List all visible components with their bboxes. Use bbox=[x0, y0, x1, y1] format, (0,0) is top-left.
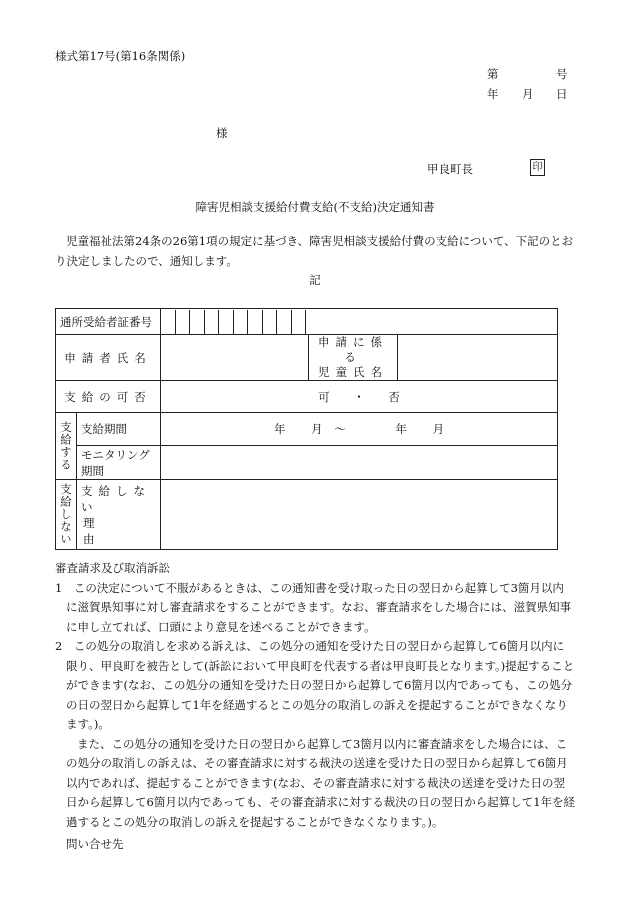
contact-label: 問い合せ先 bbox=[66, 837, 124, 851]
applicant-name-label: 申請者氏名 bbox=[56, 335, 161, 381]
monitoring-value[interactable] bbox=[161, 446, 558, 480]
appeal-heading: 審査請求及び取消訴訟 bbox=[55, 561, 170, 575]
period-label: 支給期間 bbox=[77, 413, 161, 446]
appeal-item-1: 1 この決定について不服があるときは、この通知書を受け取った日の翌日から起算して3箇月以内に滋賀県知事に対し審査請求をすることができます。なお、審査請求をした場合には、滋賀県知事に申し立てれば、口頭により意見を述べることができます。 bbox=[55, 580, 572, 634]
reason-label-line2 bbox=[81, 515, 156, 547]
seal-mark bbox=[530, 159, 545, 176]
reason-label-text: 理由 bbox=[83, 515, 137, 546]
reason-label bbox=[77, 480, 161, 550]
monitoring-label bbox=[77, 446, 161, 480]
approval-value[interactable] bbox=[161, 381, 558, 413]
applicant-name-value[interactable] bbox=[161, 335, 309, 381]
row-approval bbox=[56, 381, 558, 413]
period-year-1: 年 bbox=[273, 422, 286, 436]
seal-icon: 印 bbox=[530, 159, 545, 176]
approval-no: 否 bbox=[388, 389, 400, 404]
addressee-suffix: 様 bbox=[216, 126, 228, 140]
row-supply-period bbox=[56, 413, 558, 446]
approval-yes: 可 bbox=[318, 389, 330, 404]
appeal-item-2-sub: また、この処分の通知を受けた日の翌日から起算して3箇月以内に審査請求をした場合には、この処分の取消しの訴えは、その審査請求に対する裁決の送達を受けた日の翌日から起算して6箇月以内であれば、提起することができます(なお、その審査請求に対する裁決の送達を受けた日の翌日から起算して6箇月以内であっても、その審査請求に対する裁決の日の翌日から起算して1年を経過するとこの処分の取消しの訴えを提起することができなくなります。)。 bbox=[66, 736, 576, 829]
child-name-value[interactable] bbox=[398, 335, 558, 381]
date-day: 日 bbox=[556, 87, 568, 101]
number-label-left: 第 bbox=[487, 67, 499, 81]
child-label-line1: 申請に係る bbox=[318, 335, 388, 364]
document-title: 障害児相談支援給付費支給(不支給)決定通知書 bbox=[195, 200, 435, 214]
child-name-label bbox=[309, 335, 398, 381]
intro-text: 児童福祉法第24条の26第1項の規定に基づき、障害児相談支援給付費の支給について、下記のとおり決定しましたので、通知します。 bbox=[55, 234, 574, 268]
monitoring-label-line1: モニタリング bbox=[81, 447, 150, 462]
approval-label: 支給の可否 bbox=[56, 381, 161, 413]
date-month: 月 bbox=[522, 87, 534, 101]
approval-dot: ・ bbox=[353, 389, 365, 404]
certificate-number-label: 通所受給者証番号 bbox=[56, 309, 161, 335]
appeal-section bbox=[55, 559, 575, 832]
nosupply-vertical-label: 支給しない bbox=[56, 480, 77, 550]
period-tilde: ～ bbox=[334, 422, 346, 436]
period-value[interactable] bbox=[161, 413, 558, 446]
decision-table bbox=[55, 308, 558, 550]
row-applicant bbox=[56, 335, 558, 381]
period-month-2: 月 bbox=[432, 422, 445, 436]
intro-paragraph bbox=[55, 232, 575, 271]
period-month-1: 月 bbox=[311, 422, 323, 436]
number-label-right: 号 bbox=[556, 67, 568, 81]
ki-mark: 記 bbox=[309, 273, 321, 287]
date-year: 年 bbox=[487, 87, 499, 101]
row-monitoring bbox=[56, 446, 558, 480]
period-year-2: 年 bbox=[395, 422, 407, 436]
form-number: 様式第17号(第16条関係) bbox=[55, 49, 186, 63]
certificate-number-boxes[interactable] bbox=[161, 309, 558, 335]
row-no-supply bbox=[56, 480, 558, 550]
appeal-item-2: 2 この処分の取消しを求める訴えは、この処分の通知を受けた日の翌日から起算して6箇月以内に限り、甲良町を被告として(訴訟において甲良町を代表する者は甲良町長となります。)提起することができます(なお、この処分の通知を受けた日の翌日から起算して6箇月以内であっても、この処分の日の翌日から起算して1年を経過するとこの処分の取消しの訴えを提起することができなくなります。)。 bbox=[55, 639, 575, 731]
supply-vertical-label: 支給する bbox=[56, 413, 77, 480]
issuer-name: 甲良町長 bbox=[427, 162, 473, 176]
row-certificate-number bbox=[56, 309, 558, 335]
monitoring-label-line2: 期間 bbox=[81, 463, 104, 478]
reason-value[interactable] bbox=[161, 480, 558, 550]
child-label-line2: 児童氏名 bbox=[318, 365, 388, 379]
reason-label-line1: 支給しない bbox=[81, 483, 151, 514]
